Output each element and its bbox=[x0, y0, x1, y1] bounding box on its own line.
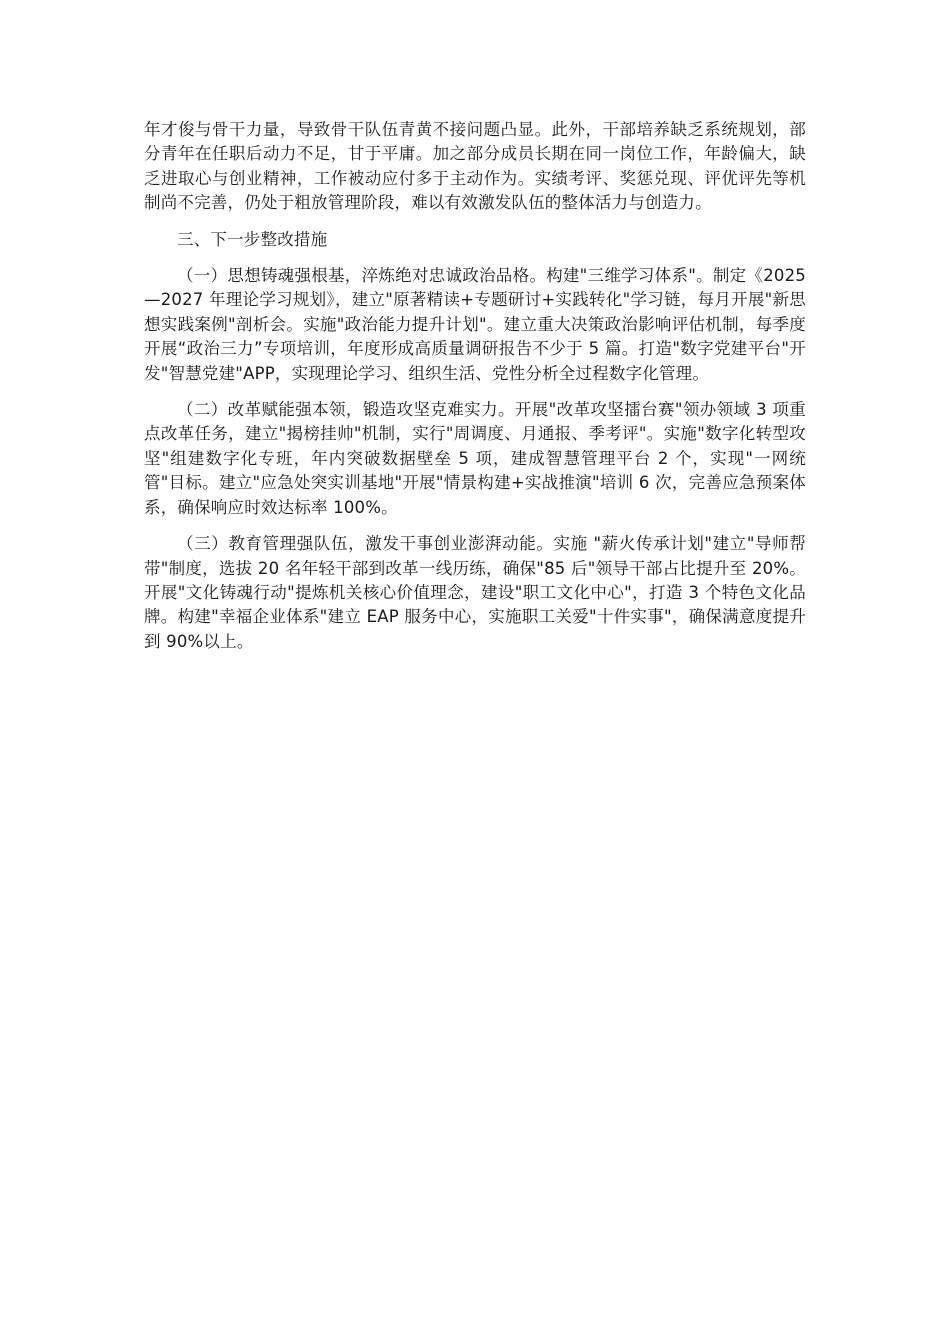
document-body bbox=[144, 118, 806, 666]
paragraph-continuation: 年才俊与骨干力量，导致骨干队伍青黄不接问题凸显。此外，干部培养缺乏系统规划，部分青年在任职后动力不足，甘于平庸。加之部分成员长期在同一岗位工作，年龄偏大，缺乏进取心与创业精神，工作被动应付多于主动作为。实绩考评、奖惩兑现、评优评先等机制尚不完善，仍处于粗放管理阶段，难以有效激发队伍的整体活力与创造力。 bbox=[144, 120, 806, 213]
section-heading-next-steps: 三、下一步整改措施 bbox=[177, 229, 328, 249]
paragraph-measure-3: （三）教育管理强队伍，激发干事创业澎湃动能。实施 "薪火传承计划"建立"导师帮带"制度，选拔 20 名年轻干部到改革一线历练，确保"85 后"领导干部占比提升至 20%。开展"文化铸魂行动"提炼机关核心价值理念，建设"职工文化中心"，打造 3 个特色文化品牌。构建"幸福企业体系"建立 EAP 服务中心，实施职工关爱"十件实事"，确保满意度提升到 90%以上。 bbox=[144, 534, 806, 651]
paragraph-measure-1: （一）思想铸魂强根基，淬炼绝对忠诚政治品格。构建"三维学习体系"。制定《2025—2027 年理论学习规划》，建立"原著精读+专题研讨+实践转化"学习链，每月开展"新思想实践案例"剖析会。实施"政治能力提升计划"。建立重大决策政治影响评估机制，每季度开展“政治三力”专项培训，年度形成高质量调研报告不少于 5 篇。打造"数字党建平台"开发"智慧党建"APP，实现理论学习、组织生活、党性分析全过程数字化管理。 bbox=[144, 266, 806, 383]
paragraph-measure-2: （二）改革赋能强本领，锻造攻坚克难实力。开展"改革攻坚擂台赛"领办领域 3 项重点改革任务，建立"揭榜挂帅"机制，实行"周调度、月通报、季考评"。实施"数字化转型攻坚"组建数字化专班，年内突破数据壁垒 5 项，建成智慧管理平台 2 个，实现"一网统管"目标。建立"应急处突实训基地"开展"情景构建+实战推演"培训 6 次，完善应急预案体系，确保响应时效达标率 100%。 bbox=[144, 400, 806, 517]
